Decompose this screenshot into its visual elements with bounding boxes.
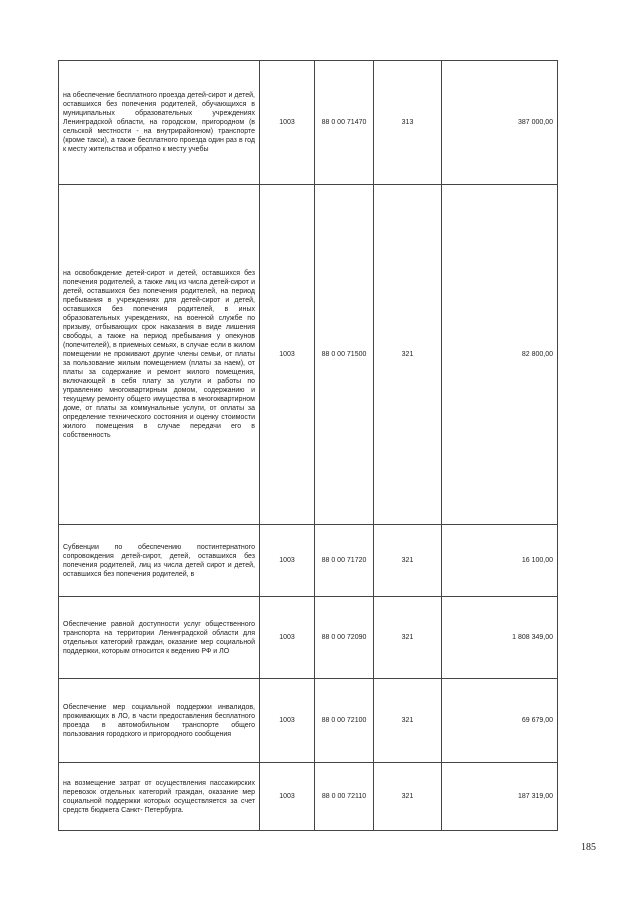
section-code: 1003 bbox=[260, 597, 315, 679]
amount-value: 16 100,00 bbox=[442, 525, 558, 597]
section-code: 1003 bbox=[260, 679, 315, 763]
page-number: 185 bbox=[581, 842, 596, 853]
table-row bbox=[59, 525, 558, 597]
budget-table bbox=[58, 60, 558, 831]
row-description: на обеспечение бесплатного проезда детей-сирот и детей, оставшихся без попечения родителей, обучающихся в муниципальных образовательных учреждениях Ленинградской области, на городском, пригородном (в сельской местности - на внутрирайонном) транспорте (кроме такси), а также бесплатного проезда один раз в год к месту жительства и обратно к месту учебы bbox=[59, 61, 260, 185]
section-code: 1003 bbox=[260, 763, 315, 831]
section-code: 1003 bbox=[260, 61, 315, 185]
target-article-code: 88 0 00 71470 bbox=[315, 61, 374, 185]
target-article-code: 88 0 00 72090 bbox=[315, 597, 374, 679]
table-row bbox=[59, 61, 558, 185]
row-description: на освобождение детей-сирот и детей, оставшихся без попечения родителей, а также лиц из числа детей-сирот и детей, оставшихся без попечения родителей, на период пребывания в учреждениях для детей-сирот и детей, оставшихся без попечения родителей, в иных образовательных учреждениях, на военной службе по призыву, отбывающих срок наказания в виде лишения свободы, а также на период пребывания у опекунов (попечителей), в приемных семьях, в случае если в жилом помещении не проживают другие члены семьи, от платы за пользование жилым помещением (платы за наем), от платы за содержание и ремонт жилого помещения, включающей в себя плату за услуги и работы по управлению многоквартирным домом, содержанию и текущему ремонту общего имущества в многоквартирном доме, от платы за коммунальные услуги, от оплаты за определение технического состояния и оценку стоимости жилого помещения в случае передачи его в собственность bbox=[59, 185, 260, 525]
target-article-code: 88 0 00 72110 bbox=[315, 763, 374, 831]
expense-type-code: 321 bbox=[374, 597, 442, 679]
section-code: 1003 bbox=[260, 525, 315, 597]
row-description: Обеспечение мер социальной поддержки инвалидов, проживающих в ЛО, в части предоставления бесплатного проезда в автомобильном транспорте общего пользования городского и пригородного сообщения bbox=[59, 679, 260, 763]
amount-value: 69 679,00 bbox=[442, 679, 558, 763]
expense-type-code: 313 bbox=[374, 61, 442, 185]
target-article-code: 88 0 00 72100 bbox=[315, 679, 374, 763]
expense-type-code: 321 bbox=[374, 525, 442, 597]
expense-type-code: 321 bbox=[374, 185, 442, 525]
amount-value: 187 319,00 bbox=[442, 763, 558, 831]
row-description: Субвенции по обеспечению постинтернатного сопровождения детей-сирот, детей, оставшихся без попечения родителей, лиц из числа детей сирот и детей, оставшихся без попечения родителей, в bbox=[59, 525, 260, 597]
row-description: Обеспечение равной доступности услуг общественного транспорта на территории Ленинградской области для отдельных категорий граждан, оказание мер социальной поддержки, которым относится к ведению РФ и ЛО bbox=[59, 597, 260, 679]
target-article-code: 88 0 00 71720 bbox=[315, 525, 374, 597]
amount-value: 82 800,00 bbox=[442, 185, 558, 525]
table-row bbox=[59, 679, 558, 763]
table-row bbox=[59, 763, 558, 831]
row-description: на возмещение затрат от осуществления пассажирских перевозок отдельных категорий граждан, оказание мер социальной поддержки которых осуществляется за счет средств бюджета Санкт- Петербурга. bbox=[59, 763, 260, 831]
target-article-code: 88 0 00 71500 bbox=[315, 185, 374, 525]
expense-type-code: 321 bbox=[374, 679, 442, 763]
table-row bbox=[59, 597, 558, 679]
section-code: 1003 bbox=[260, 185, 315, 525]
expense-type-code: 321 bbox=[374, 763, 442, 831]
amount-value: 387 000,00 bbox=[442, 61, 558, 185]
amount-value: 1 808 349,00 bbox=[442, 597, 558, 679]
table-row bbox=[59, 185, 558, 525]
